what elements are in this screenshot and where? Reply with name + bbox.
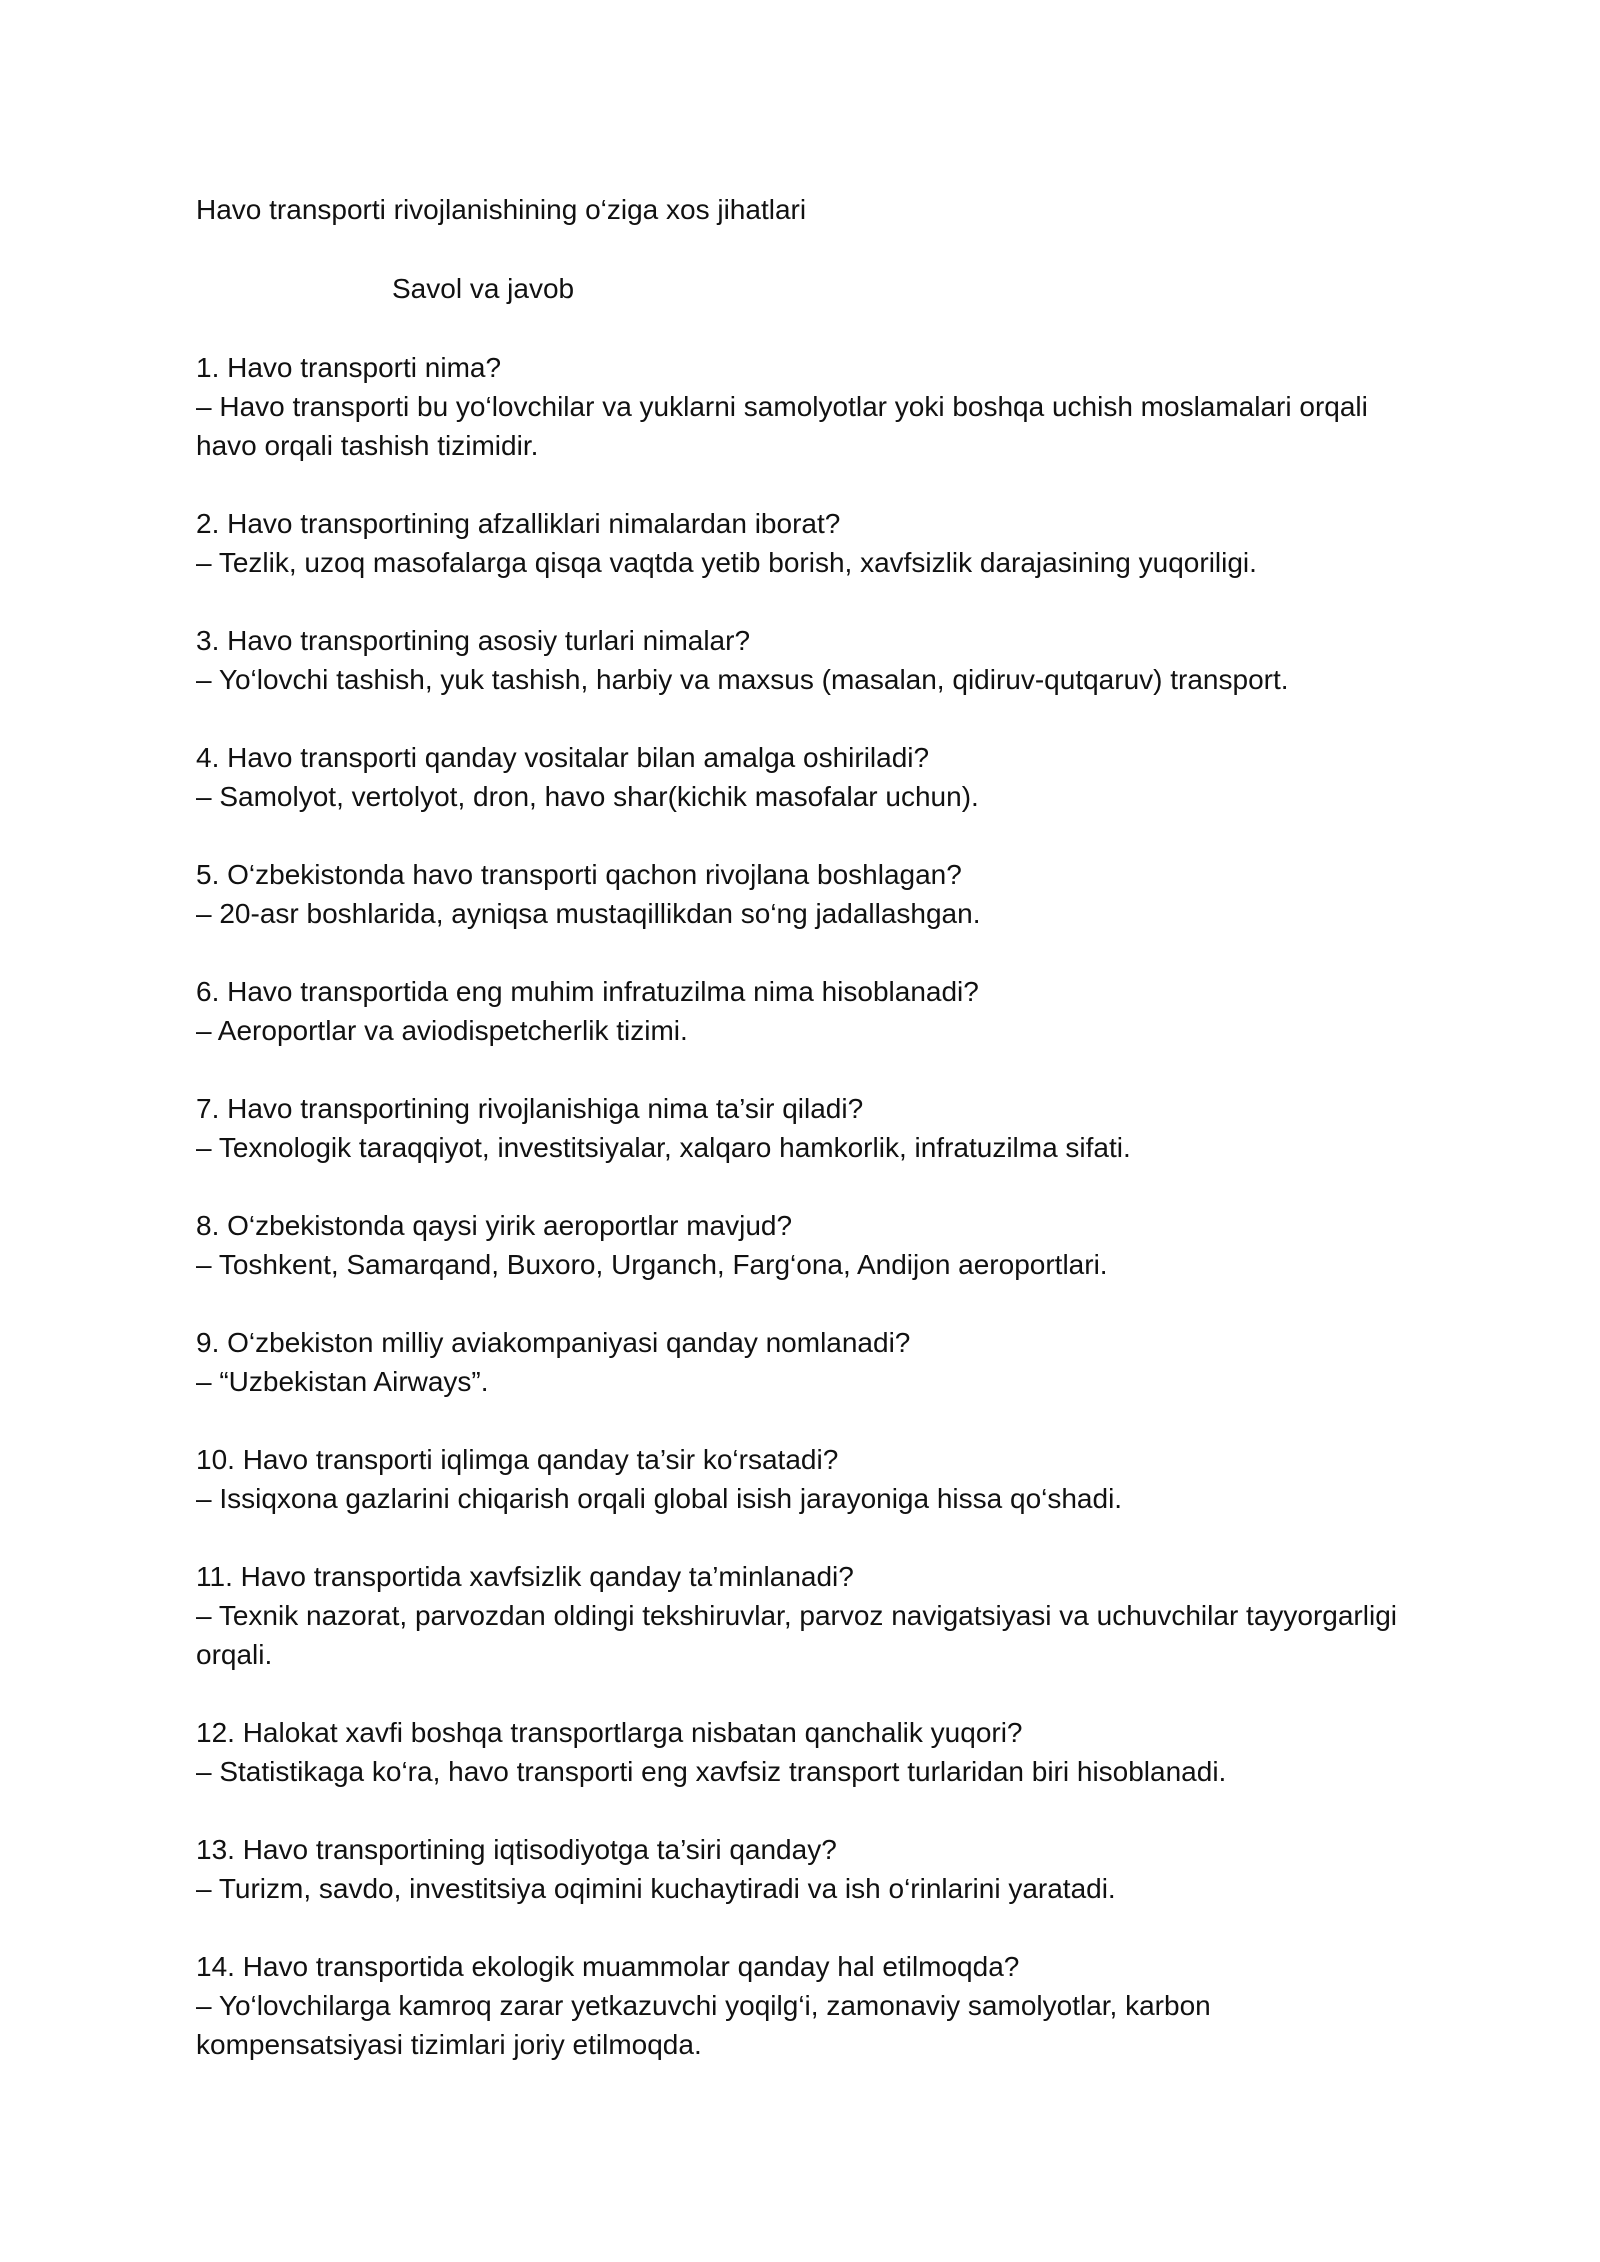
question-text: 7. Havo transportining rivojlanishiga nima ta’sir qiladi? [196,1093,864,1124]
qa-item [196,1557,1416,1674]
qa-item [196,1947,1416,2064]
question-text: 10. Havo transporti iqlimga qanday ta’sir ko‘rsatadi? [196,1444,839,1475]
question-text: 2. Havo transportining afzalliklari nimalardan iborat? [196,508,841,539]
answer-text: – Yo‘lovchi tashish, yuk tashish, harbiy va maxsus (masalan, qidiruv-qutqaruv) transport. [196,664,1289,695]
question-text: 12. Halokat xavfi boshqa transportlarga nisbatan qanchalik yuqori? [196,1717,1023,1748]
question-text: 3. Havo transportining asosiy turlari nimalar? [196,625,751,656]
question-text: 11. Havo transportida xavfsizlik qanday ta’minlanadi? [196,1561,854,1592]
answer-text: – Yo‘lovchilarga kamroq zarar yetkazuvchi yoqilg‘i, zamonaviy samolyotlar, karbon kompensatsiyasi tizimlari joriy etilmoqda. [196,1990,1211,2060]
answer-text: – Texnik nazorat, parvozdan oldingi tekshiruvlar, parvoz navigatsiyasi va uchuvchilar tayyorgarligi orqali. [196,1600,1397,1670]
qa-item [196,1830,1416,1908]
question-text: 1. Havo transporti nima? [196,352,502,383]
qa-item [196,1713,1416,1791]
qa-item [196,972,1416,1050]
document-subtitle: Savol va javob [392,273,575,304]
answer-text: – Texnologik taraqqiyot, investitsiyalar, xalqaro hamkorlik, infratuzilma sifati. [196,1132,1131,1163]
qa-item [196,1089,1416,1167]
answer-text: – Issiqxona gazlarini chiqarish orqali global isish jarayoniga hissa qo‘shadi. [196,1483,1123,1514]
answer-text: – Statistikaga ko‘ra, havo transporti eng xavfsiz transport turlaridan biri hisoblanadi. [196,1756,1227,1787]
question-text: 14. Havo transportida ekologik muammolar qanday hal etilmoqda? [196,1951,1020,1982]
qa-item [196,738,1416,816]
document-body [196,190,1416,2103]
qa-item [196,1323,1416,1401]
qa-item [196,621,1416,699]
question-text: 9. O‘zbekiston milliy aviakompaniyasi qanday nomlanadi? [196,1327,911,1358]
answer-text: – “Uzbekistan Airways”. [196,1366,489,1397]
question-text: 5. O‘zbekistonda havo transporti qachon rivojlana boshlagan? [196,859,962,890]
question-text: 4. Havo transporti qanday vositalar bilan amalga oshiriladi? [196,742,930,773]
question-text: 6. Havo transportida eng muhim infratuzilma nima hisoblanadi? [196,976,979,1007]
answer-text: – Aeroportlar va aviodispetcherlik tizimi. [196,1015,688,1046]
answer-text: – 20-asr boshlarida, ayniqsa mustaqillikdan so‘ng jadallashgan. [196,898,981,929]
qa-item [196,1440,1416,1518]
question-text: 13. Havo transportining iqtisodiyotga ta’siri qanday? [196,1834,837,1865]
answer-text: – Turizm, savdo, investitsiya oqimini kuchaytiradi va ish o‘rinlarini yaratadi. [196,1873,1116,1904]
qa-item [196,1206,1416,1284]
answer-text: – Toshkent, Samarqand, Buxoro, Urganch, Farg‘ona, Andijon aeroportlari. [196,1249,1108,1280]
answer-text: – Havo transporti bu yo‘lovchilar va yuklarni samolyotlar yoki boshqa uchish moslamalari orqali havo orqali tashish tizimidir. [196,391,1368,461]
qa-item [196,504,1416,582]
qa-item [196,348,1416,465]
answer-text: – Tezlik, uzoq masofalarga qisqa vaqtda yetib borish, xavfsizlik darajasining yuqoriligi. [196,547,1257,578]
qa-list [196,348,1416,2064]
question-text: 8. O‘zbekistonda qaysi yirik aeroportlar mavjud? [196,1210,793,1241]
answer-text: – Samolyot, vertolyot, dron, havo shar(kichik masofalar uchun). [196,781,979,812]
qa-item [196,855,1416,933]
document-title: Havo transporti rivojlanishining o‘ziga xos jihatlari [196,194,807,225]
